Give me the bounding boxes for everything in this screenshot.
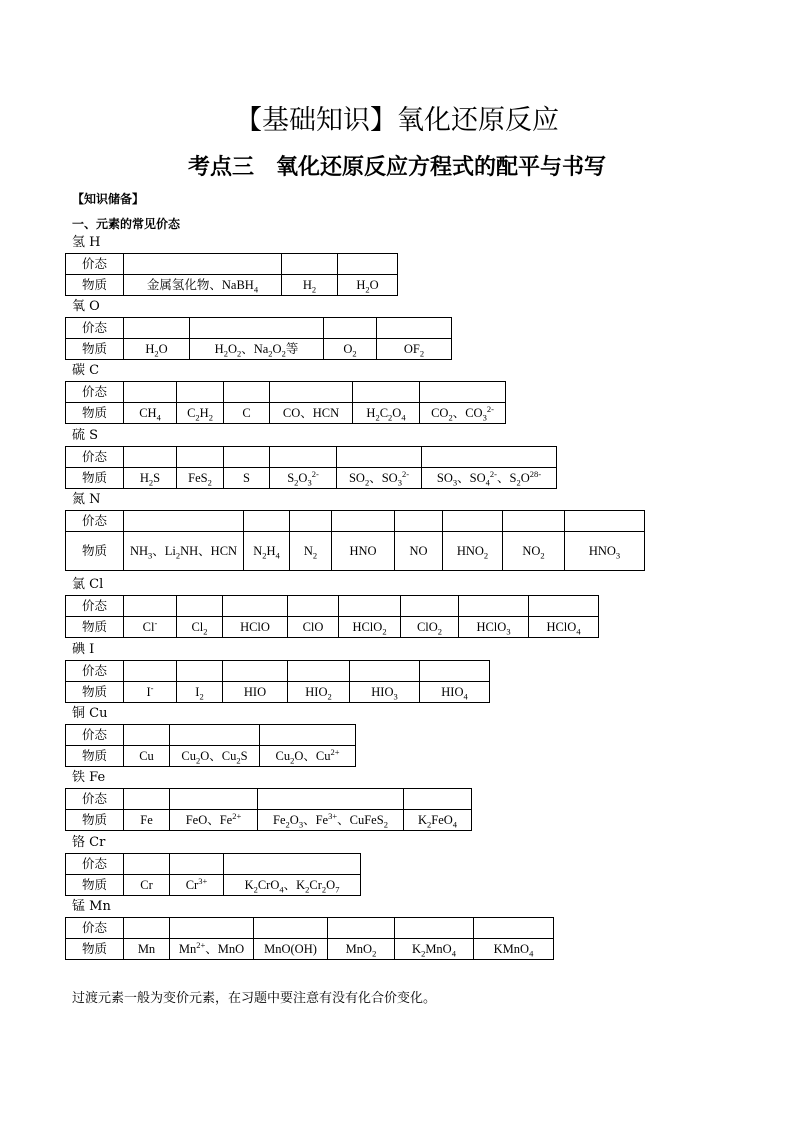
row-header-substance: 物质 bbox=[66, 532, 124, 571]
substance-cell: $NH_3$、$Li_2NH$、HCN bbox=[124, 532, 244, 571]
substance-cell: $K_2FeO_4$ bbox=[404, 810, 472, 831]
page-title: 【基础知识】氧化还原反应 bbox=[235, 105, 559, 136]
valence-cell bbox=[124, 725, 170, 746]
element-label: 碘 I bbox=[72, 642, 95, 657]
substance-cell: $S_2O_3^{2-}$ bbox=[270, 468, 337, 489]
valence-cell bbox=[395, 511, 443, 532]
substance-cell: ClO bbox=[288, 617, 339, 638]
element-label: 铬 Cr bbox=[72, 835, 106, 850]
row-header-valence: 价态 bbox=[66, 789, 124, 810]
valence-cell bbox=[177, 382, 224, 403]
valence-cell bbox=[170, 789, 258, 810]
element-label: 氧 O bbox=[72, 299, 100, 314]
valence-cell bbox=[177, 661, 223, 682]
valence-cell bbox=[290, 511, 332, 532]
valence-table bbox=[65, 253, 398, 296]
substance-cell: FeS$_2$ bbox=[177, 468, 224, 489]
valence-cell bbox=[124, 447, 177, 468]
substance-cell: $Cu_2O$、$Cu_2S$ bbox=[170, 746, 260, 767]
valence-cell bbox=[270, 447, 337, 468]
valence-table bbox=[65, 660, 490, 703]
substance-cell: $HNO_3$ bbox=[565, 532, 645, 571]
valence-cell bbox=[260, 725, 356, 746]
substance-cell: MnO(OH) bbox=[254, 939, 328, 960]
substance-cell: $N_2H_4$ bbox=[244, 532, 290, 571]
section-heading: 一、元素的常见价态 bbox=[72, 217, 181, 231]
row-header-valence: 价态 bbox=[66, 918, 124, 939]
valence-cell bbox=[328, 918, 395, 939]
substance-cell: $K_2MnO_4$ bbox=[395, 939, 474, 960]
valence-cell bbox=[401, 596, 459, 617]
substance-cell: Cl- bbox=[124, 617, 177, 638]
substance-cell: $Cu_2O$、$Cu^{2+}$ bbox=[260, 746, 356, 767]
substance-cell: $CH_4$ bbox=[124, 403, 177, 424]
substance-cell: $HIO_4$ bbox=[420, 682, 490, 703]
row-header-valence: 价态 bbox=[66, 596, 124, 617]
element-label: 锰 Mn bbox=[72, 899, 111, 914]
substance-cell: $Cr^{3+}$ bbox=[170, 875, 224, 896]
row-header-substance: 物质 bbox=[66, 810, 124, 831]
substance-cell: Cr bbox=[124, 875, 170, 896]
element-label: 硫 S bbox=[72, 428, 99, 443]
row-header-valence: 价态 bbox=[66, 447, 124, 468]
substance-cell: $H_2C_2O_4$ bbox=[353, 403, 420, 424]
valence-cell bbox=[124, 661, 177, 682]
row-header-valence: 价态 bbox=[66, 854, 124, 875]
valence-cell bbox=[404, 789, 472, 810]
substance-cell: HClO$_3$ bbox=[459, 617, 529, 638]
substance-cell: HClO$_2$ bbox=[339, 617, 401, 638]
valence-table bbox=[65, 317, 452, 360]
substance-cell: Fe bbox=[124, 810, 170, 831]
valence-cell bbox=[332, 511, 395, 532]
substance-cell: $O_2$ bbox=[324, 339, 377, 360]
substance-cell: I- bbox=[124, 682, 177, 703]
valence-cell bbox=[503, 511, 565, 532]
valence-cell bbox=[459, 596, 529, 617]
valence-cell bbox=[177, 447, 224, 468]
row-header-substance: 物质 bbox=[66, 468, 124, 489]
valence-cell bbox=[224, 382, 270, 403]
row-header-substance: 物质 bbox=[66, 746, 124, 767]
valence-cell bbox=[244, 511, 290, 532]
valence-cell bbox=[177, 596, 223, 617]
element-label: 氯 Cl bbox=[72, 577, 104, 592]
valence-cell bbox=[529, 596, 599, 617]
substance-cell: $OF_2$ bbox=[377, 339, 452, 360]
valence-table bbox=[65, 788, 472, 831]
substance-cell: $HNO_2$ bbox=[443, 532, 503, 571]
substance-cell: Cu bbox=[124, 746, 170, 767]
substance-cell: $Fe_2O_3$、$Fe^{3+}$、CuFeS$_2$ bbox=[258, 810, 404, 831]
valence-cell bbox=[338, 254, 398, 275]
substance-cell: $HIO_2$ bbox=[288, 682, 350, 703]
valence-cell bbox=[124, 918, 170, 939]
substance-cell: $H_2S$ bbox=[124, 468, 177, 489]
valence-cell bbox=[190, 318, 324, 339]
valence-cell bbox=[254, 918, 328, 939]
substance-cell: $H_2$ bbox=[282, 275, 338, 296]
substance-cell: $SO_3$、$SO_4^{2-}$、$S_2O^{28-}$ bbox=[422, 468, 557, 489]
substance-cell: $SO_2$、$SO_3^{2-}$ bbox=[337, 468, 422, 489]
note-text: 过渡元素一般为变价元素，在习题中要注意有没有化合价变化。 bbox=[72, 991, 437, 1006]
substance-cell: $NO_2$ bbox=[503, 532, 565, 571]
substance-cell: CO、HCN bbox=[270, 403, 353, 424]
valence-cell bbox=[270, 382, 353, 403]
substance-cell: $H_2O$ bbox=[338, 275, 398, 296]
page-subtitle: 考点三 氧化还原反应方程式的配平与书写 bbox=[187, 154, 606, 180]
valence-cell bbox=[420, 661, 490, 682]
substance-cell: FeO、$Fe^{2+}$ bbox=[170, 810, 258, 831]
row-header-substance: 物质 bbox=[66, 403, 124, 424]
valence-table bbox=[65, 595, 599, 638]
valence-cell bbox=[124, 511, 244, 532]
substance-cell: S bbox=[224, 468, 270, 489]
substance-cell: $Cl_2$ bbox=[177, 617, 223, 638]
valence-cell bbox=[288, 596, 339, 617]
valence-cell bbox=[288, 661, 350, 682]
substance-cell: $I_2$ bbox=[177, 682, 223, 703]
substance-cell: Mn bbox=[124, 939, 170, 960]
valence-cell bbox=[224, 854, 361, 875]
valence-cell bbox=[422, 447, 557, 468]
valence-table bbox=[65, 853, 361, 896]
element-label: 碳 C bbox=[72, 363, 100, 378]
valence-cell bbox=[474, 918, 554, 939]
valence-table bbox=[65, 381, 506, 424]
valence-cell bbox=[170, 854, 224, 875]
row-header-substance: 物质 bbox=[66, 275, 124, 296]
row-header-substance: 物质 bbox=[66, 617, 124, 638]
valence-cell bbox=[124, 596, 177, 617]
valence-cell bbox=[443, 511, 503, 532]
valence-cell bbox=[170, 725, 260, 746]
valence-table bbox=[65, 446, 557, 489]
substance-cell: HNO bbox=[332, 532, 395, 571]
valence-table bbox=[65, 724, 356, 767]
substance-cell: HClO$_4$ bbox=[529, 617, 599, 638]
valence-cell bbox=[353, 382, 420, 403]
substance-cell: MnO$_2$ bbox=[328, 939, 395, 960]
substance-cell: 金属氢化物、NaBH$_4$ bbox=[124, 275, 282, 296]
valence-cell bbox=[282, 254, 338, 275]
element-label: 氮 N bbox=[72, 492, 101, 507]
element-label: 氢 H bbox=[72, 235, 101, 250]
valence-cell bbox=[124, 318, 190, 339]
element-label: 铜 Cu bbox=[72, 706, 108, 721]
row-header-substance: 物质 bbox=[66, 939, 124, 960]
valence-cell bbox=[324, 318, 377, 339]
row-header-valence: 价态 bbox=[66, 254, 124, 275]
valence-cell bbox=[224, 447, 270, 468]
valence-cell bbox=[170, 918, 254, 939]
row-header-valence: 价态 bbox=[66, 318, 124, 339]
valence-table bbox=[65, 510, 645, 571]
valence-cell bbox=[124, 382, 177, 403]
valence-cell bbox=[124, 789, 170, 810]
substance-cell: $HIO_3$ bbox=[350, 682, 420, 703]
valence-cell bbox=[420, 382, 506, 403]
substance-cell: NO bbox=[395, 532, 443, 571]
substance-cell: $C_2H_2$ bbox=[177, 403, 224, 424]
valence-cell bbox=[258, 789, 404, 810]
substance-cell: $N_2$ bbox=[290, 532, 332, 571]
valence-cell bbox=[377, 318, 452, 339]
valence-cell bbox=[124, 854, 170, 875]
valence-cell bbox=[350, 661, 420, 682]
substance-cell: $H_2O_2$、$Na_2O_2$等 bbox=[190, 339, 324, 360]
row-header-substance: 物质 bbox=[66, 875, 124, 896]
row-header-valence: 价态 bbox=[66, 511, 124, 532]
substance-cell: $CO_2$、$CO_3^{2-}$ bbox=[420, 403, 506, 424]
valence-table bbox=[65, 917, 554, 960]
substance-cell: $K_2CrO_4$、$K_2Cr_2O_7$ bbox=[224, 875, 361, 896]
substance-cell: $H_2O$ bbox=[124, 339, 190, 360]
valence-cell bbox=[565, 511, 645, 532]
section-label: 【知识储备】 bbox=[72, 192, 145, 206]
row-header-valence: 价态 bbox=[66, 661, 124, 682]
row-header-substance: 物质 bbox=[66, 339, 124, 360]
substance-cell: $Mn^{2+}$、MnO bbox=[170, 939, 254, 960]
substance-cell: HClO bbox=[223, 617, 288, 638]
valence-cell bbox=[223, 596, 288, 617]
element-label: 铁 Fe bbox=[72, 770, 106, 785]
valence-cell bbox=[337, 447, 422, 468]
valence-cell bbox=[223, 661, 288, 682]
valence-cell bbox=[124, 254, 282, 275]
row-header-valence: 价态 bbox=[66, 725, 124, 746]
row-header-valence: 价态 bbox=[66, 382, 124, 403]
substance-cell: ClO$_2$ bbox=[401, 617, 459, 638]
valence-cell bbox=[339, 596, 401, 617]
substance-cell: KMnO$_4$ bbox=[474, 939, 554, 960]
substance-cell: HIO bbox=[223, 682, 288, 703]
substance-cell: C bbox=[224, 403, 270, 424]
row-header-substance: 物质 bbox=[66, 682, 124, 703]
valence-cell bbox=[395, 918, 474, 939]
